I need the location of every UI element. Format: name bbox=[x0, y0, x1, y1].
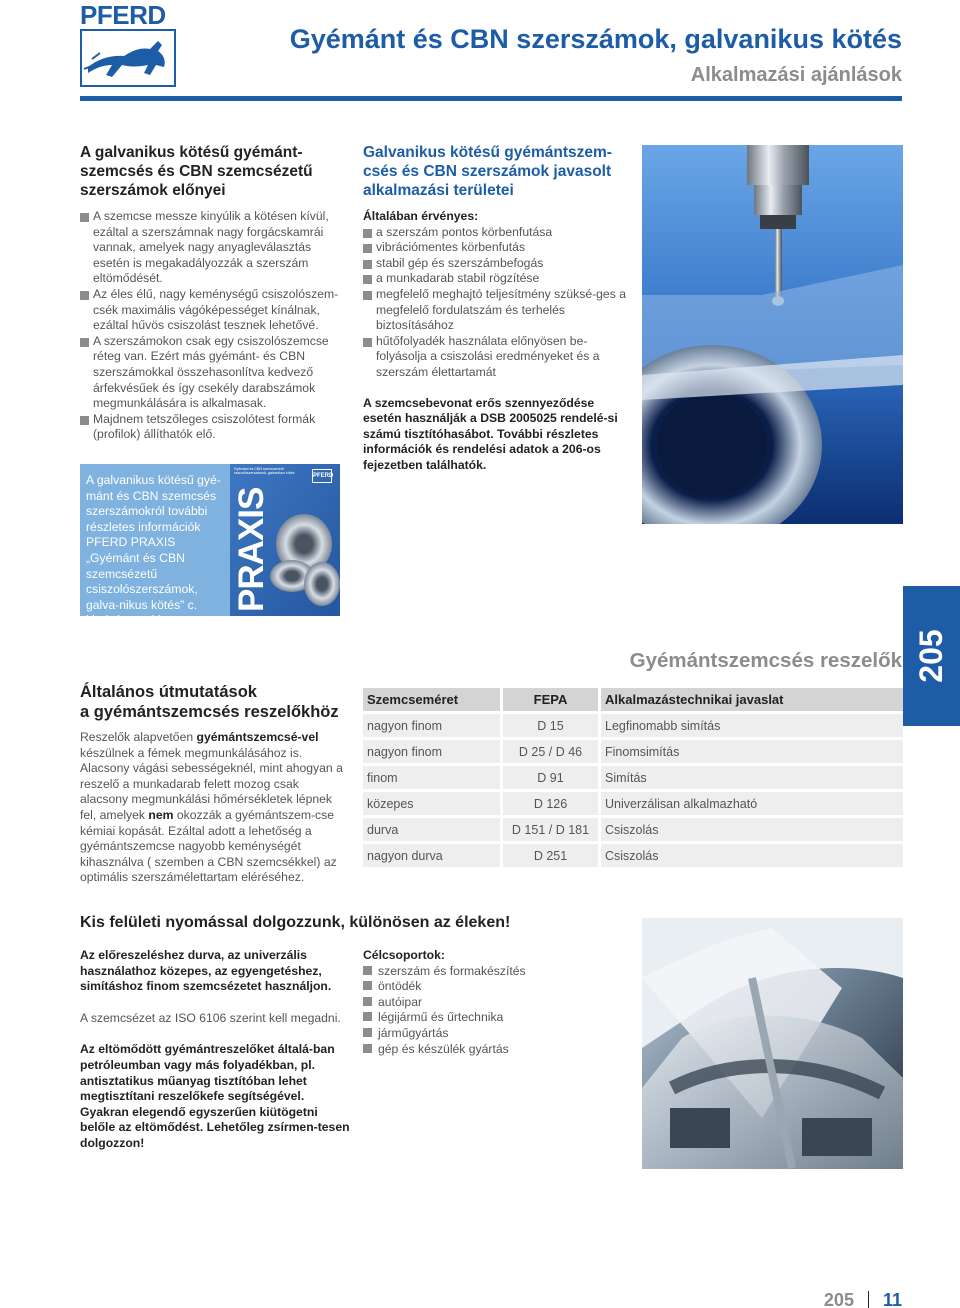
table-cell: D 15 bbox=[503, 714, 601, 737]
iso-paragraph: A szemcsézet az ISO 6106 szerint kell megadni. bbox=[80, 1010, 341, 1025]
cleaning-note: A szemcsebevonat erős szennyeződése esetén használják a DSB 2005025 rendelé-si számú tisztítóhasábot. További részletes információk és rendelési adatok a 206-os fejezetben találhatók. bbox=[363, 395, 618, 472]
footer-section-number: 205 bbox=[823, 1290, 854, 1308]
table-row bbox=[363, 740, 903, 763]
bullet-square-icon bbox=[363, 981, 372, 990]
files-heading: Gyémántszemcsés reszelők bbox=[629, 649, 902, 672]
list-item: A szerszámokon csak egy csiszolószemcse réteg van. Ezért más gyémánt- és CBN szerszámokkal összehasonlítva kedvező árfekvésűek és így csekély darabszámok megmunkálására is alkalmasak. bbox=[80, 334, 350, 412]
guide-heading: Általános útmutatások a gyémántszemcsés reszelőkhöz bbox=[80, 683, 339, 721]
praxis-cover-word: PRAXIS bbox=[232, 487, 271, 612]
list-item: a munkadarab stabil rögzítése bbox=[363, 271, 628, 287]
table-cell: Csiszolás bbox=[601, 818, 903, 841]
running-horse-logo-icon bbox=[80, 29, 176, 87]
table-cell: nagyon finom bbox=[363, 714, 503, 737]
table-cell: D 126 bbox=[503, 792, 601, 815]
applications-body bbox=[363, 209, 628, 474]
bullet-square-icon bbox=[363, 1028, 372, 1037]
table-cell: D 251 bbox=[503, 844, 601, 867]
bullet-square-icon bbox=[363, 260, 372, 269]
bullet-square-icon bbox=[363, 275, 372, 284]
page-title: Gyémánt és CBN szerszámok, galvanikus kötés bbox=[289, 24, 902, 54]
pressure-heading: Kis felületi nyomással dolgozzunk, különösen az éleken! bbox=[80, 914, 511, 931]
bullet-square-icon bbox=[363, 966, 372, 975]
spindle-grinding-photo bbox=[642, 145, 903, 524]
list-item: járműgyártás bbox=[363, 1026, 628, 1042]
bullet-square-icon bbox=[363, 229, 372, 238]
chapter-tab bbox=[903, 586, 960, 726]
advantages-heading: A galvanikus kötésű gyémánt-szemcsés és CBN szemcsézetű szerszámok előnyei bbox=[80, 144, 313, 199]
table-cell: Finomsimítás bbox=[601, 740, 903, 763]
general-label: Általában érvényes: bbox=[363, 209, 479, 223]
table-row bbox=[363, 714, 903, 737]
table-cell: D 25 / D 46 bbox=[503, 740, 601, 763]
praxis-cover-caption: Gyémánt és CBN szemcsézetű csiszolószerszámok, galvanikus kötés bbox=[234, 467, 295, 476]
praxis-info-text: A galvanikus kötésű gyé-mánt és CBN szemcsés szerszámokról további részletes információk PFERD PRAXIS „Gyémánt és CBN szemcsézetű csiszolószerszámok, galva-nikus kötés” c. kiadvá-nyunkban találhatók. bbox=[86, 473, 221, 643]
table-cell: durva bbox=[363, 818, 503, 841]
table-cell: nagyon durva bbox=[363, 844, 503, 867]
list-item: Az éles élű, nagy keménységű csiszolószem-csék maximális vágóképességet kínálnak, ezáltal hűvös csiszolást tesznek lehetővé. bbox=[80, 287, 350, 334]
list-item: A szemcse messze kinyúlik a kötésen kívül, ezáltal a szerszámnak nagy forgácskamrái vannak, amelyek nagy anyagleválasztás esetén is megakadályozzák a szerszám eltömődését. bbox=[80, 209, 350, 287]
list-item: öntödék bbox=[363, 979, 628, 995]
header-divider bbox=[80, 96, 902, 101]
table-cell: nagyon finom bbox=[363, 740, 503, 763]
footer-divider bbox=[868, 1291, 869, 1308]
table-row bbox=[363, 792, 903, 815]
bullet-square-icon bbox=[80, 213, 89, 222]
pferd-logo bbox=[80, 0, 176, 86]
list-item: megfelelő meghajtó teljesítmény szüksé-ges a megfelelő fordulatszám és terhelés biztosításához bbox=[363, 287, 628, 334]
bullet-square-icon bbox=[363, 997, 372, 1006]
cleaning-paragraph: Az eltömődött gyémántreszelőket általá-ban petróleumban vagy más folyadékban, pl. antisztatikus műanyag tisztítóban lehet megtisztítani reszelőkefe segítségével. Gyakran elegendő egyszerűen kiütögetni belőle az eltömődést. Lehetőleg zsírmen-tesen dolgozzon! bbox=[80, 1042, 350, 1150]
page-footer bbox=[824, 1290, 902, 1308]
list-item: hűtőfolyadék használata előnyösen be-folyásolja a csiszolási eredményeket és a szerszám élettartamát bbox=[363, 334, 628, 381]
bullet-square-icon bbox=[363, 338, 372, 347]
logo-text: PFERD bbox=[80, 0, 166, 30]
table-cell: finom bbox=[363, 766, 503, 789]
table-cell: D 151 / D 181 bbox=[503, 818, 601, 841]
table-row bbox=[363, 766, 903, 789]
usage-paragraph: Az előreszeléshez durva, az univerzális használathoz közepes, az egyengetéshez, simításhoz finom szemcsézetet használjon. bbox=[80, 948, 332, 994]
column-header: FEPA bbox=[503, 688, 601, 711]
grit-table bbox=[363, 685, 903, 870]
list-item: autóipar bbox=[363, 995, 628, 1011]
list-item: szerszám és formakészítés bbox=[363, 964, 628, 980]
table-header-row bbox=[363, 688, 903, 711]
applications-heading: Galvanikus kötésű gyémántszem-csés és CBN szerszámok javasolt alkalmazási területei bbox=[363, 144, 612, 199]
list-item: légijármű és űrtechnika bbox=[363, 1010, 628, 1026]
file-usage-text bbox=[80, 948, 350, 1168]
page-subtitle: Alkalmazási ajánlások bbox=[690, 64, 902, 86]
table-row bbox=[363, 844, 903, 867]
bullet-square-icon bbox=[80, 416, 89, 425]
advantages-list bbox=[80, 209, 350, 443]
guide-text: Reszelők alapvetően gyémántszemcsé-vel készülnek a fémek megmunkálásához is. Alacsony vágási sebességeknél, mint ahogyan a reszelő a munkadarab felett mozog csak alacsony megmunkálási hőmérsékletek lépnek fel, amelyek nem okozzák a gyémántszem-cse kémiai kopását. Ezáltal adott a lehetőség a gyémántszemcse nagyobb keménységét kihasználva ( szemben a CBN szemcsékkel) az optimális szerszámélettartam eléréséhez. bbox=[80, 730, 343, 885]
column-header: Szemcseméret bbox=[363, 688, 503, 711]
bullet-square-icon bbox=[80, 338, 89, 347]
list-item: gép és készülék gyártás bbox=[363, 1042, 628, 1058]
table-cell: Univerzálisan alkalmazható bbox=[601, 792, 903, 815]
footer-page-number: 11 bbox=[882, 1290, 902, 1308]
column-header: Alkalmazástechnikai javaslat bbox=[601, 688, 903, 711]
target-groups bbox=[363, 948, 628, 1057]
chapter-number: 205 bbox=[913, 629, 949, 683]
table-cell: Legfinomabb simítás bbox=[601, 714, 903, 737]
target-groups-label: Célcsoportok: bbox=[363, 948, 445, 962]
list-item: vibrációmentes körbenfutás bbox=[363, 240, 628, 256]
bullet-square-icon bbox=[363, 291, 372, 300]
list-item: Majdnem tetszőleges csiszolótest formák (profilok) állíthatók elő. bbox=[80, 412, 350, 443]
diamond-file-photo bbox=[642, 918, 903, 1169]
bullet-square-icon bbox=[363, 244, 372, 253]
praxis-cover-logo: PFERD bbox=[312, 469, 332, 483]
bullet-square-icon bbox=[80, 291, 89, 300]
table-row bbox=[363, 818, 903, 841]
table-cell: Csiszolás bbox=[601, 844, 903, 867]
list-item: a szerszám pontos körbenfutása bbox=[363, 225, 628, 241]
bullet-square-icon bbox=[363, 1012, 372, 1021]
table-cell: közepes bbox=[363, 792, 503, 815]
bullet-square-icon bbox=[363, 1044, 372, 1053]
table-cell: D 91 bbox=[503, 766, 601, 789]
list-item: stabil gép és szerszámbefogás bbox=[363, 256, 628, 272]
table-cell: Simítás bbox=[601, 766, 903, 789]
